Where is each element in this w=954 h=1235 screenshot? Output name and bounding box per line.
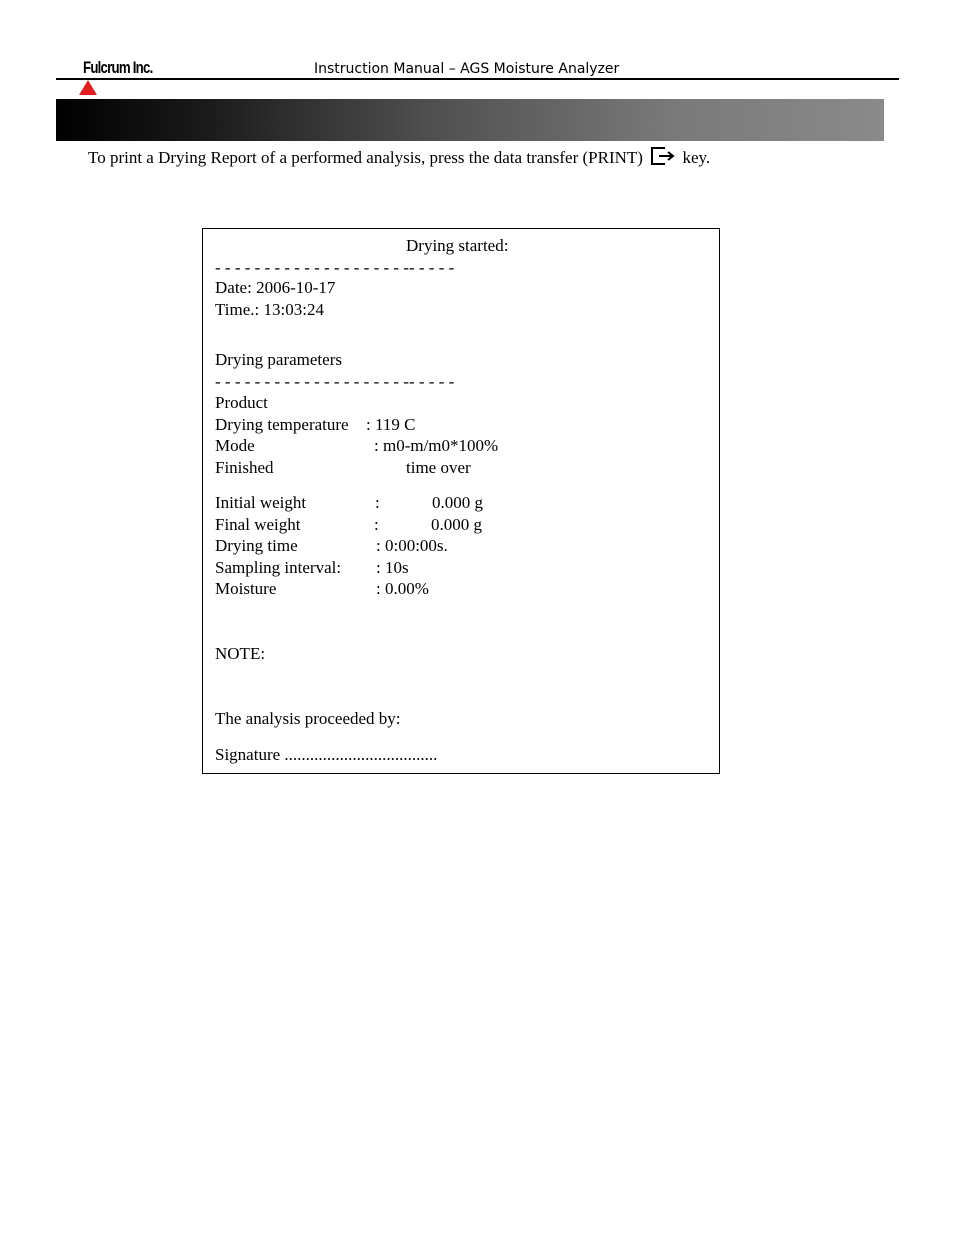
moisture-value: : 0.00% [376, 579, 429, 598]
print-transfer-icon [650, 146, 676, 171]
moisture-label: Moisture [215, 579, 277, 598]
report-date: Date: 2006-10-17 [215, 278, 336, 297]
drying-time-label: Drying time [215, 536, 298, 555]
mode-value: : m0-m/m0*100% [374, 436, 499, 455]
separator: - - - - - - - - - - - - - - - - - - - -- - - - - [215, 372, 455, 391]
final-weight-label: Final weight [215, 515, 301, 534]
logo-triangle-icon [79, 80, 97, 95]
intro-paragraph [88, 146, 710, 171]
initial-weight-value: 0.000 g [432, 493, 483, 512]
product-label: Product [215, 393, 268, 412]
final-weight-colon: : [374, 515, 379, 534]
header-rule [56, 78, 899, 80]
initial-weight-label: Initial weight [215, 493, 307, 512]
finished-value: time over [406, 458, 471, 477]
initial-weight-colon: : [375, 493, 380, 512]
params-heading: Drying parameters [215, 350, 342, 369]
drying-time-value: : 0:00:00s. [376, 536, 448, 555]
finished-label: Finished [215, 458, 274, 477]
temperature-label: Drying temperature [215, 415, 349, 434]
company-logo: Fulcrum Inc. [83, 58, 153, 77]
header-title: Instruction Manual – AGS Moisture Analyzer [314, 61, 620, 77]
sampling-interval-label: Sampling interval: [215, 558, 342, 577]
sampling-interval-value: : 10s [376, 558, 409, 577]
mode-label: Mode [215, 436, 255, 455]
signature-line: Signature .................................... [215, 745, 438, 764]
section-bar [56, 99, 884, 141]
final-weight-value: 0.000 g [431, 515, 482, 534]
drying-report [202, 228, 720, 774]
intro-text-end: key. [682, 148, 711, 167]
report-heading: Drying started: [406, 236, 509, 255]
note-label: NOTE: [215, 644, 266, 663]
intro-text: To print a Drying Report of a performed analysis, press the data transfer (PRINT) [88, 148, 643, 167]
proceeded-by-label: The analysis proceeded by: [215, 709, 401, 728]
separator: - - - - - - - - - - - - - - - - - - - -- - - - - [215, 258, 455, 277]
report-time: Time.: 13:03:24 [215, 300, 324, 319]
temperature-value: : 119 C [366, 415, 416, 434]
